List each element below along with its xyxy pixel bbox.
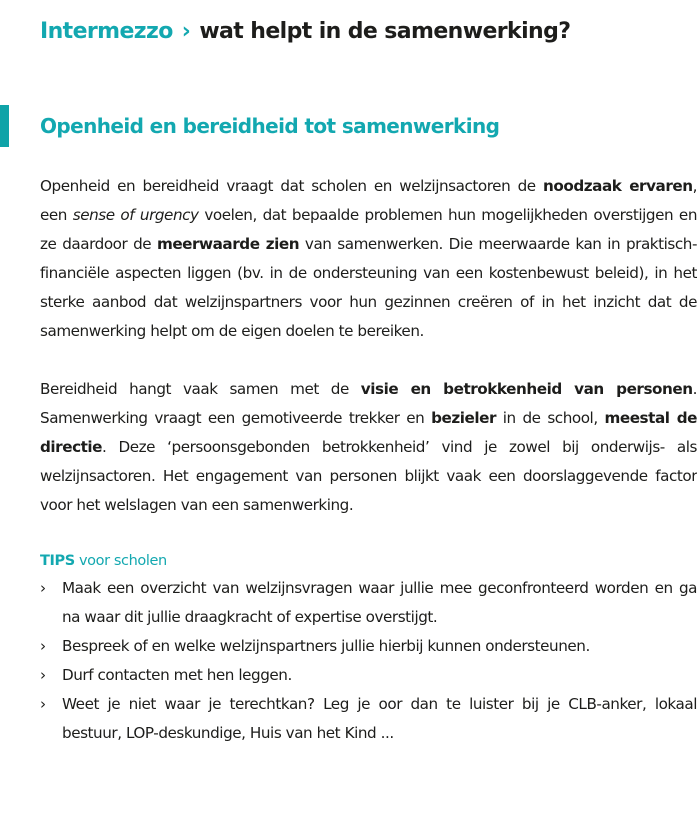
text-run: Openheid en bereidheid vraagt dat scholen en welzijnsactoren de — [40, 177, 544, 195]
paragraph-openheid — [40, 172, 697, 346]
breadcrumb-separator-icon: › — [181, 19, 191, 44]
tips-heading — [40, 549, 697, 574]
page-title — [40, 17, 570, 47]
text-run: in de school, — [496, 409, 605, 427]
body-text — [40, 172, 697, 748]
emphasis-bold: visie en betrokkenheid van personen — [360, 380, 693, 398]
tip-text: Bespreek of en welke welzijnspartners jullie hierbij kunnen ondersteunen. — [62, 637, 590, 655]
text-run: Bereidheid hangt vaak samen met de — [40, 380, 361, 398]
tips-label: TIPS — [40, 553, 75, 569]
tips-label-rest: voor scholen — [74, 553, 167, 569]
chevron-right-icon: › — [40, 579, 46, 597]
tip-item — [40, 632, 697, 661]
breadcrumb-section: Intermezzo — [40, 19, 173, 44]
section-accent-bar — [0, 105, 9, 147]
chevron-right-icon: › — [40, 666, 46, 684]
chevron-right-icon: › — [40, 637, 46, 655]
section-heading: Openheid en bereidheid tot samenwerking — [40, 114, 500, 138]
paragraph-bereidheid — [40, 375, 697, 520]
text-run: . Samenwerking vraagt een gemotiveerde trekker en — [40, 380, 697, 427]
tip-text: Durf contacten met hen leggen. — [62, 666, 292, 684]
text-run: . Deze ‘persoonsgebonden betrokkenheid’ vind je zowel bij onderwijs- als welzijnsactoren. Het engagement van personen blijkt vaak een doorslaggevende factor voor het welslagen van een samenwerking. — [40, 438, 697, 514]
tip-item — [40, 574, 697, 632]
emphasis-bold: meerwaarde zien — [156, 235, 300, 253]
text-run: van samenwerken. Die meerwaarde kan in praktisch-financiële aspecten liggen (bv. in de ondersteuning van een kostenbewust beleid), in het sterke aanbod dat welzijnspartners voor hun gezinnen creëren of in het inzicht dat de samenwerking helpt om de eigen doelen te bereiken. — [40, 235, 697, 340]
emphasis-bold: noodzaak ervaren — [543, 177, 693, 195]
tip-text: Weet je niet waar je terechtkan? Leg je oor dan te luister bij je CLB-anker, lokaal bestuur, LOP-deskundige, Huis van het Kind ... — [62, 695, 697, 742]
emphasis-bold: bezieler — [431, 409, 497, 427]
page-heading: wat helpt in de samenwerking? — [199, 19, 571, 44]
text-run: voelen, dat bepaalde problemen hun mogelijkheden overstijgen en ze daardoor de — [40, 206, 697, 253]
emphasis-bold: meestal de directie — [40, 409, 697, 456]
tips-list — [40, 574, 697, 748]
tip-item — [40, 661, 697, 690]
emphasis-italic: sense of urgency — [72, 206, 199, 224]
chevron-right-icon: › — [40, 695, 46, 713]
text-run: , een — [40, 177, 697, 224]
tip-item — [40, 690, 697, 748]
tip-text: Maak een overzicht van welzijnsvragen waar jullie mee geconfronteerd worden en ga na waar dit jullie draagkracht of expertise overstijgt. — [62, 579, 697, 626]
